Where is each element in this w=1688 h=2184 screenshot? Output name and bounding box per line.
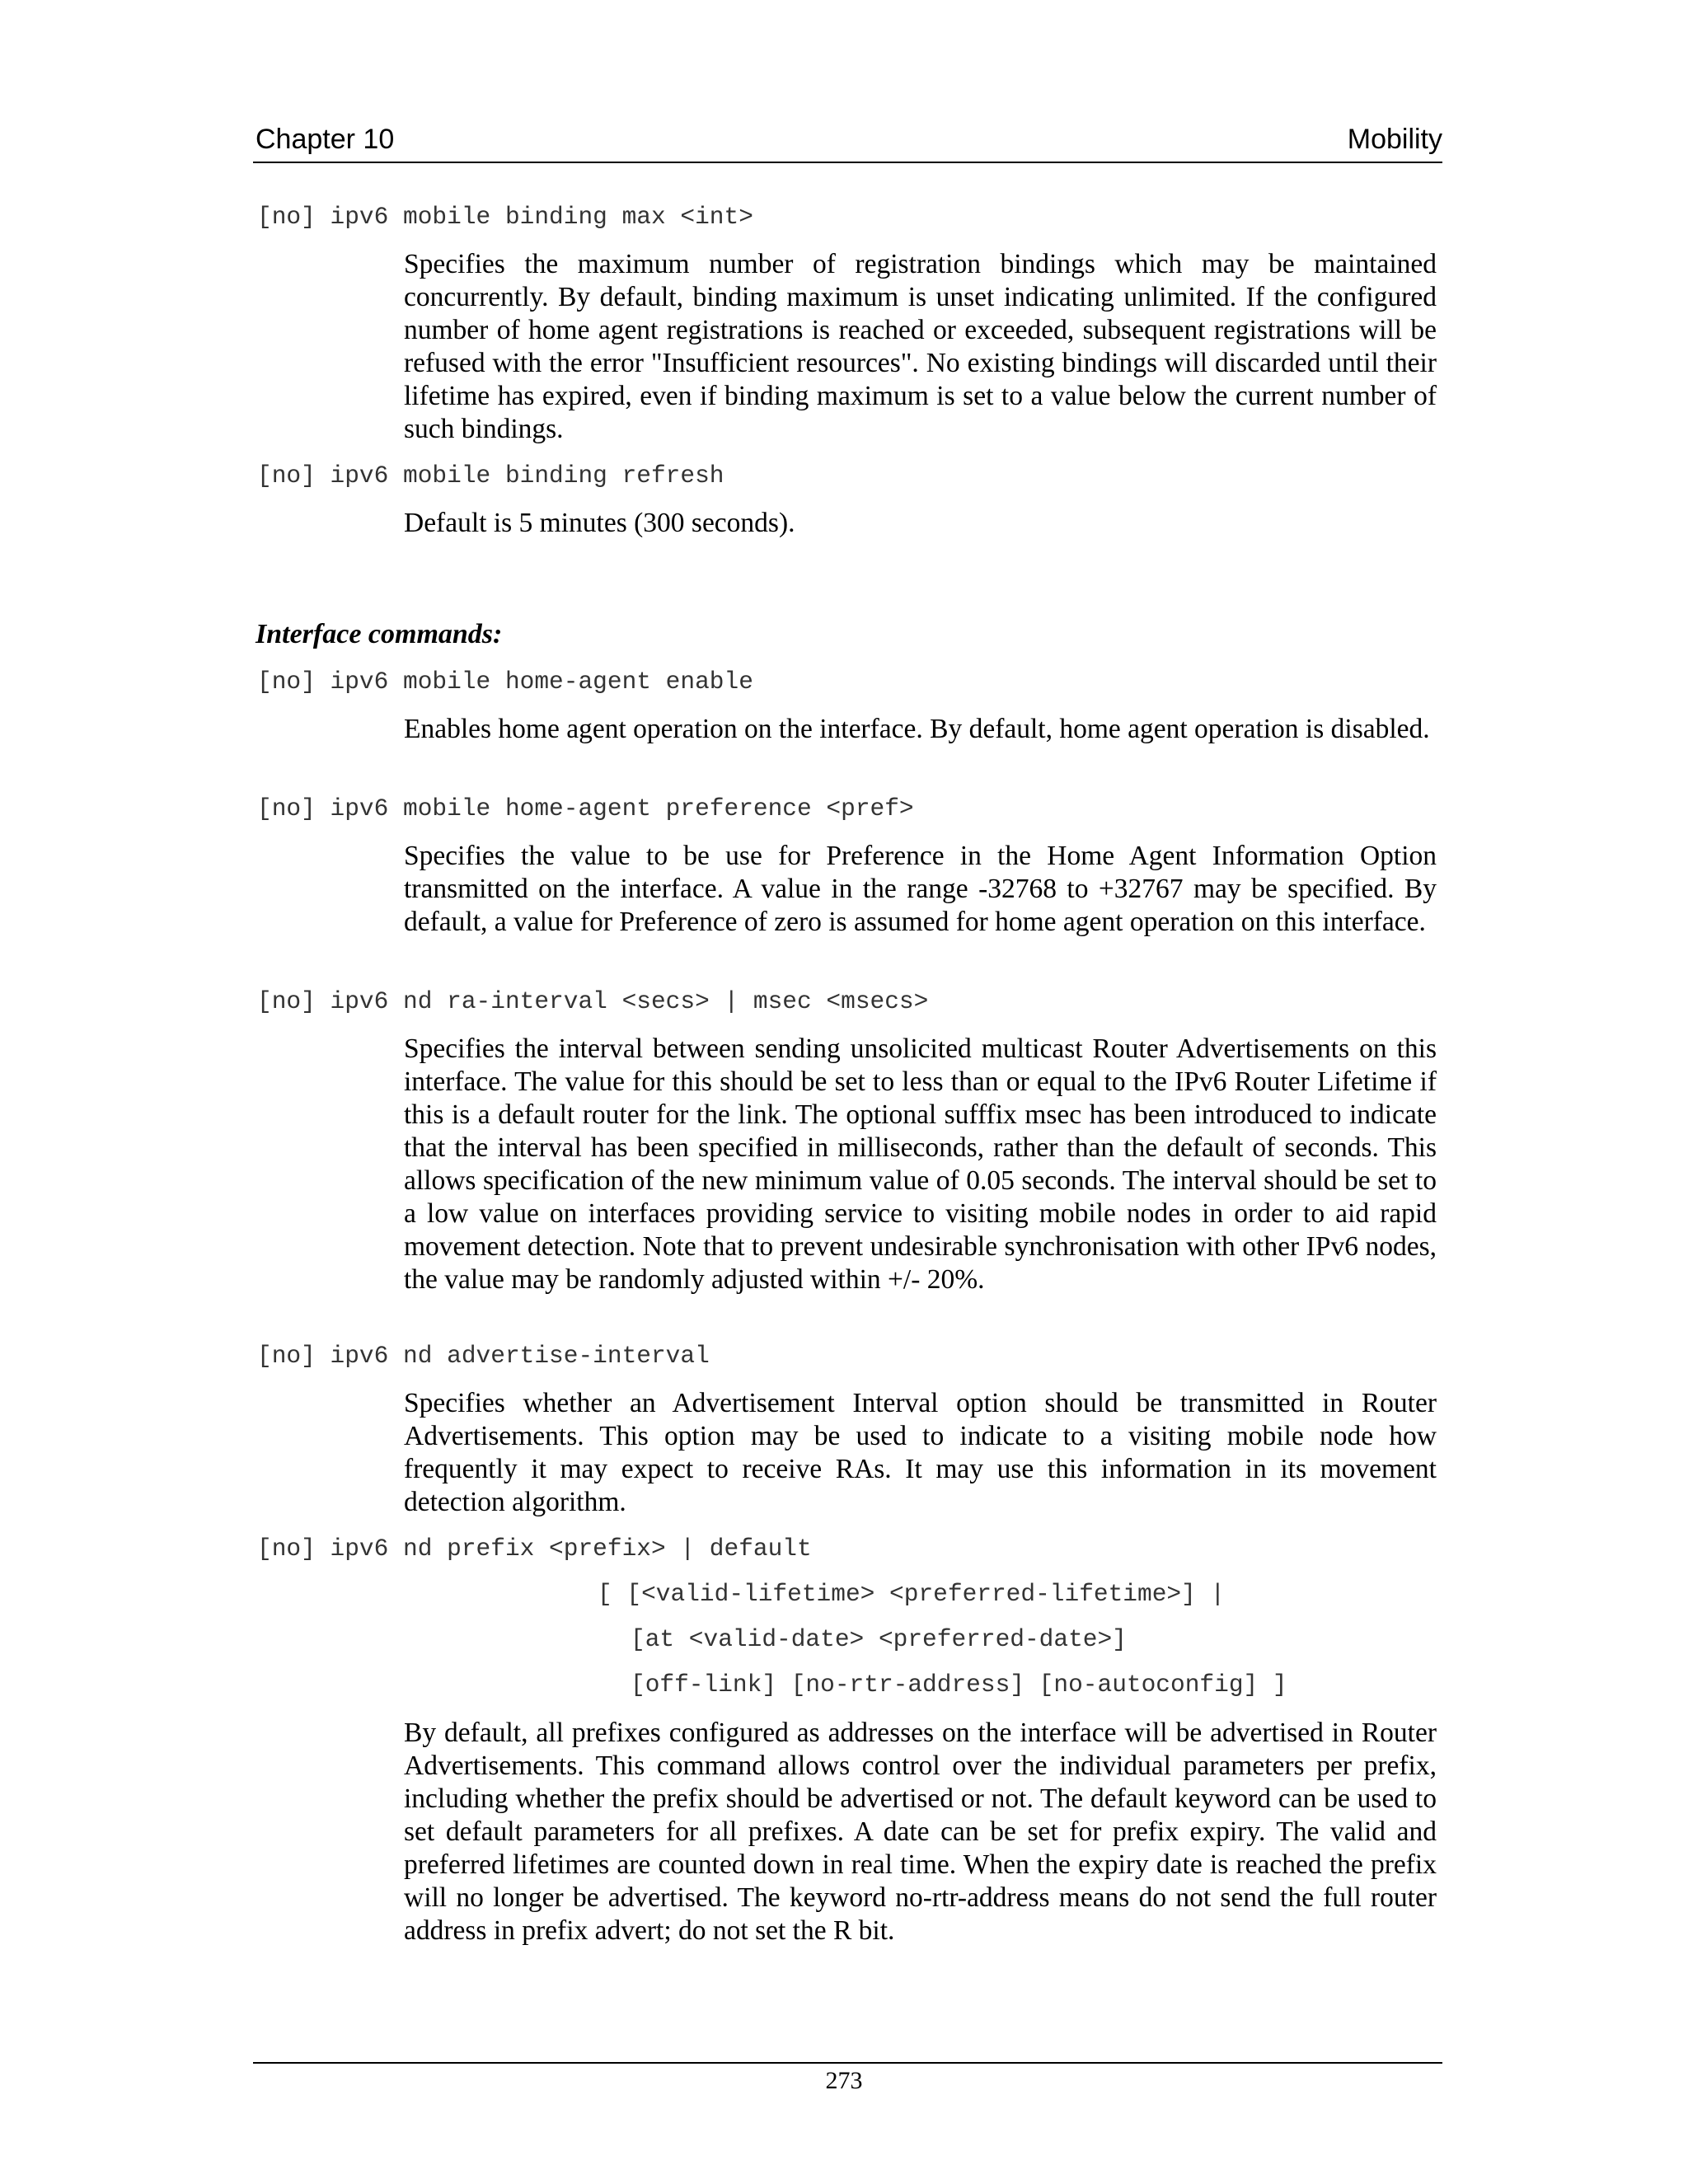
command-description-home-agent-preference: Specifies the value to be use for Preference in the Home Agent Information Option transmitted on the interface. A value in the range -32768 to +32767 may be specified. By default, a value for Preference of zero is assumed for home agent operation on this interface. (404, 841, 1437, 937)
command-syntax-nd-prefix-cont-2: [at <valid-date> <preferred-date>] (631, 1625, 1127, 1653)
command-syntax-home-agent-enable: [no] ipv6 mobile home-agent enable (257, 668, 753, 696)
command-syntax-binding-max: [no] ipv6 mobile binding max <int> (257, 203, 753, 231)
command-description-nd-prefix: By default, all prefixes configured as addresses on the interface will be advertised in Router Advertisements. This command allows control over the individual parameters per prefix, including whether the prefix should be advertised or not. The default keyword can be used to set default parameters for all prefixes. A date can be set for prefix expiry. The valid and preferred lifetimes are counted down in real time. When the expiry date is reached the prefix will no longer be advertised. The keyword no-rtr-address means do not send the full router address in prefix advert; do not set the R bit. (404, 1718, 1437, 1946)
page-number: 273 (825, 2067, 863, 2094)
chapter-label: Chapter 10 (256, 124, 395, 155)
command-description-advertise-interval: Specifies whether an Advertisement Interval option should be transmitted in Router Advertisements. This option may be used to indicate to a visiting mobile node how frequently it may expect to receive RAs. It may use this information in its movement detection algorithm. (404, 1388, 1437, 1517)
command-syntax-home-agent-preference: [no] ipv6 mobile home-agent preference <pref> (257, 794, 914, 823)
command-syntax-advertise-interval: [no] ipv6 nd advertise-interval (257, 1342, 710, 1370)
section-title-interface-commands: Interface commands: (256, 619, 503, 649)
command-syntax-binding-refresh: [no] ipv6 mobile binding refresh (257, 462, 724, 490)
command-syntax-nd-prefix-cont-3: [off-link] [no-rtr-address] [no-autoconfig] ] (631, 1671, 1287, 1699)
command-syntax-nd-prefix-cont-1: [ [<valid-lifetime> <preferred-lifetime>] | (598, 1580, 1226, 1608)
command-syntax-nd-prefix: [no] ipv6 nd prefix <prefix> | default (257, 1535, 812, 1563)
command-syntax-ra-interval: [no] ipv6 nd ra-interval <secs> | msec <msecs> (257, 987, 929, 1015)
command-description-ra-interval: Specifies the interval between sending unsolicited multicast Router Advertisements on this interface. The value for this should be set to less than or equal to the IPv6 Router Lifetime if this is a default router for the link. The optional sufffix msec has been introduced to indicate that the interval has been specified in milliseconds, rather than the default of seconds. This allows specification of the new minimum value of 0.05 seconds. The interval should be set to a low value on interfaces providing service to visiting mobile nodes in order to aid rapid movement detection. Note that to prevent undesirable synchronisation with other IPv6 nodes, the value may be randomly adjusted within +/- 20%. (404, 1033, 1437, 1295)
command-description-binding-max: Specifies the maximum number of registration bindings which may be maintained concurrently. By default, binding maximum is unset indicating unlimited. If the configured number of home agent registrations is reached or exceeded, subsequent registrations will be refused with the error "Insufficient resources". No existing bindings will discarded until their lifetime has expired, even if binding maximum is set to a value below the current number of such bindings. (404, 249, 1437, 444)
footer-rule (253, 2062, 1442, 2064)
command-description-binding-refresh: Default is 5 minutes (300 seconds). (404, 508, 795, 538)
command-description-home-agent-enable: Enables home agent operation on the interface. By default, home agent operation is disabled. (404, 714, 1430, 744)
page-header (253, 124, 1442, 163)
section-name: Mobility (1347, 124, 1442, 155)
